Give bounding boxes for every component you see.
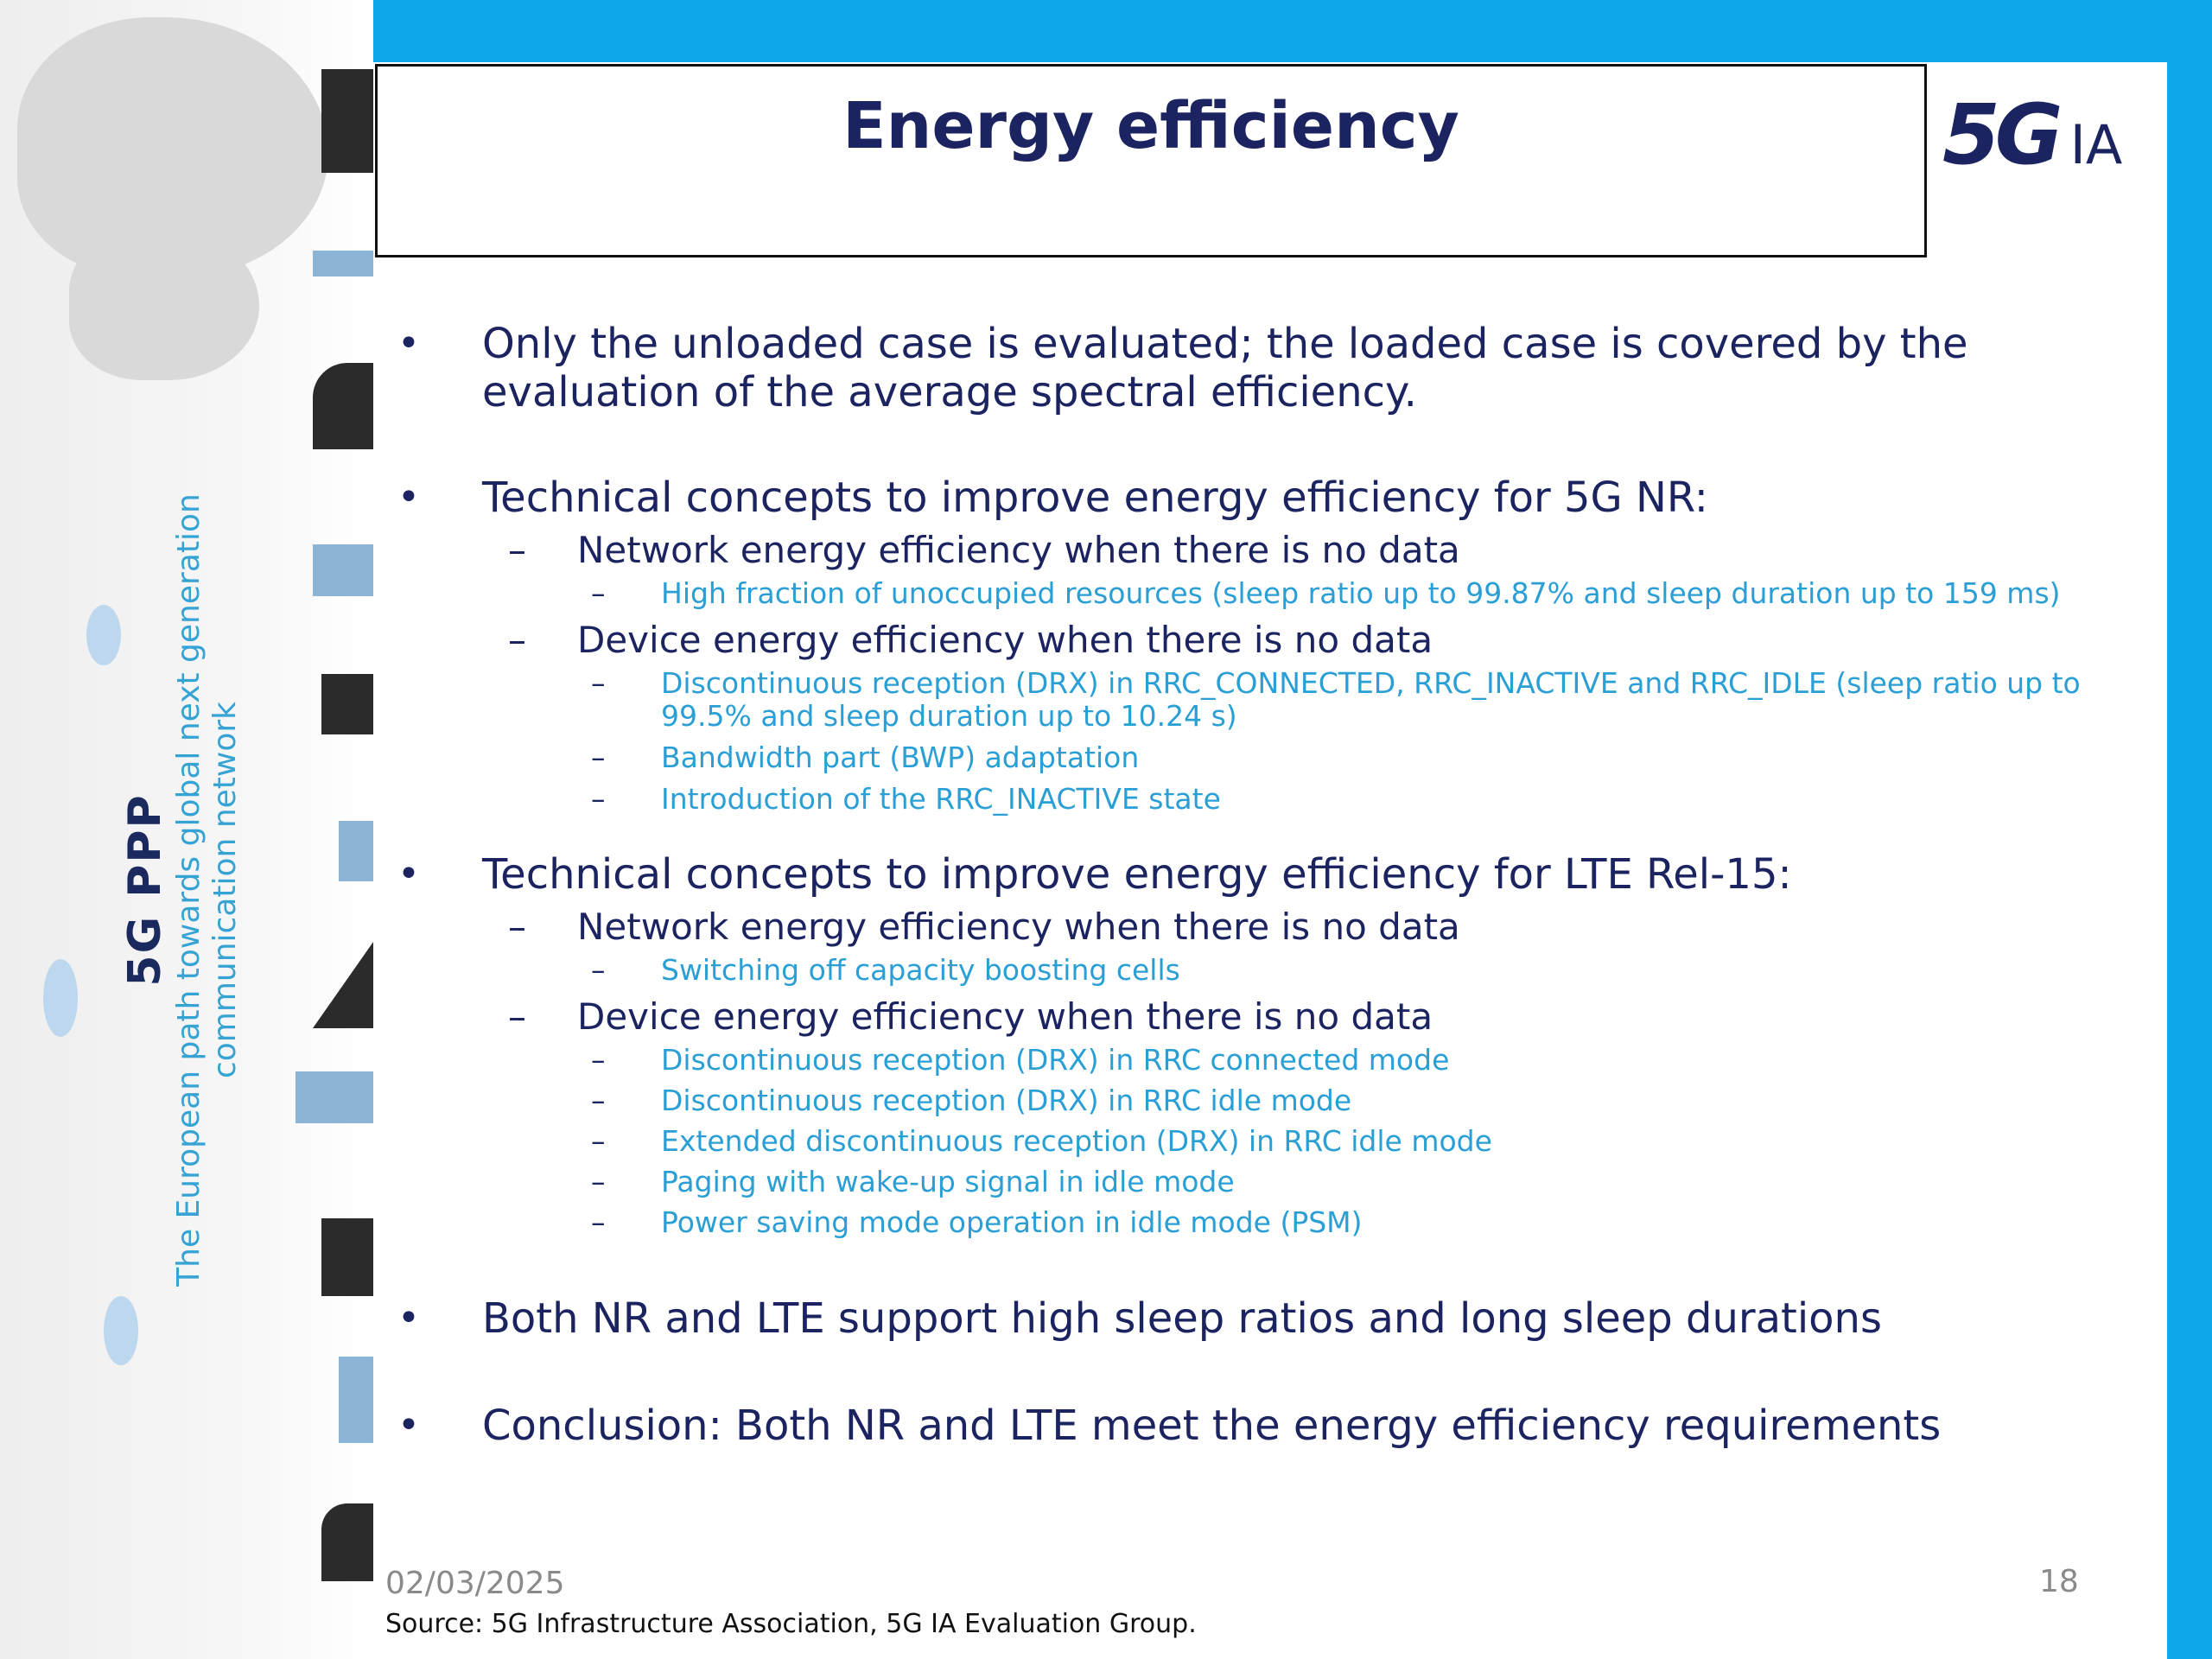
sub-sub-bullet-item <box>380 1125 2143 1158</box>
dash-marker: – <box>508 529 526 571</box>
cloud-icon <box>104 1296 138 1365</box>
dash-marker: – <box>591 782 606 816</box>
sub-sub-bullet-text: Switching off capacity boosting cells <box>661 953 1180 987</box>
side-banner <box>0 0 373 1659</box>
side-banner-text <box>119 493 244 1287</box>
footer-date: 02/03/2025 <box>385 1566 565 1601</box>
slide-title: Energy efficiency <box>842 89 1459 163</box>
bullet-item <box>380 1402 2143 1450</box>
sub-sub-bullet-text: Discontinuous reception (DRX) in RRC idle mode <box>661 1084 1352 1117</box>
bullet-text: Only the unloaded case is evaluated; the loaded case is covered by the evaluation of the average spectral efficiency. <box>482 320 1968 416</box>
dash-marker: – <box>591 1165 606 1198</box>
5gia-logo <box>1942 86 2123 183</box>
bullet-item <box>380 474 2143 522</box>
building-icon <box>313 544 373 596</box>
bullet-text: Both NR and LTE support high sleep ratios and long sleep durations <box>482 1294 1882 1343</box>
bullet-marker: • <box>397 475 420 519</box>
building-icon <box>313 251 373 276</box>
bullet-marker: • <box>397 321 420 365</box>
dash-marker: – <box>508 995 526 1038</box>
dash-marker: – <box>591 666 606 700</box>
dash-marker: – <box>591 741 606 774</box>
sub-sub-bullet-item <box>380 783 2143 816</box>
page-number: 18 <box>2039 1564 2079 1599</box>
sub-sub-bullet-item <box>380 741 2143 774</box>
right-accent-bar <box>2167 0 2212 1659</box>
slide-content <box>380 320 2143 1450</box>
banner-title: 5G PPP <box>119 793 171 987</box>
colosseum-icon <box>321 1503 373 1581</box>
sub-sub-bullet-text: Extended discontinuous reception (DRX) in RRC idle mode <box>661 1124 1492 1158</box>
dash-marker: – <box>508 906 526 948</box>
logo-ia: IA <box>2069 113 2123 176</box>
bullet-marker: • <box>397 1296 420 1340</box>
cloud-icon <box>43 959 78 1037</box>
sub-sub-bullet-text: High fraction of unoccupied resources (sleep ratio up to 99.87% and sleep duration up to 159 ms) <box>661 576 2061 610</box>
sub-bullet-item <box>380 904 2143 950</box>
bullet-item <box>380 850 2143 899</box>
sub-bullet-text: Network energy efficiency when there is no data <box>577 906 1460 948</box>
bullet-text: Technical concepts to improve energy efficiency for LTE Rel-15: <box>482 850 1792 899</box>
sub-sub-bullet-text: Paging with wake-up signal in idle mode <box>661 1165 1235 1198</box>
footer-source: Source: 5G Infrastructure Association, 5G IA Evaluation Group. <box>385 1609 1197 1639</box>
sub-sub-bullet-text: Discontinuous reception (DRX) in RRC connected mode <box>661 1043 1450 1077</box>
sub-sub-bullet-text: Introduction of the RRC_INACTIVE state <box>661 782 1221 816</box>
dash-marker: – <box>591 1084 606 1117</box>
building-icon <box>339 821 373 881</box>
sub-bullet-item <box>380 994 2143 1040</box>
banner-subtitle: communication network <box>207 701 243 1079</box>
sub-sub-bullet-item <box>380 1084 2143 1117</box>
banner-subtitle: The European path towards global next generation <box>171 493 207 1287</box>
dash-marker: – <box>591 1205 606 1239</box>
sub-sub-bullet-item <box>380 1166 2143 1198</box>
bullet-item <box>380 320 2143 416</box>
brandenburg-gate-icon <box>321 1218 373 1296</box>
dome-icon <box>313 363 373 449</box>
sub-sub-bullet-item <box>380 1044 2143 1077</box>
sub-bullet-item <box>380 527 2143 574</box>
dash-marker: – <box>591 1043 606 1077</box>
sub-sub-bullet-text: Bandwidth part (BWP) adaptation <box>661 741 1140 774</box>
landmark-icon <box>321 674 373 734</box>
logo-5g: 5G <box>1942 86 2058 183</box>
cloud-icon <box>86 605 121 665</box>
landmark-silhouettes <box>294 52 373 1607</box>
dash-marker: – <box>508 619 526 661</box>
sub-bullet-text: Device energy efficiency when there is no data <box>577 995 1433 1038</box>
sub-sub-bullet-item <box>380 954 2143 987</box>
bullet-text: Technical concepts to improve energy efficiency for 5G NR: <box>482 474 1708 522</box>
bullet-text: Conclusion: Both NR and LTE meet the energy efficiency requirements <box>482 1402 1942 1450</box>
landmark-icon <box>321 69 373 173</box>
dash-marker: – <box>591 1124 606 1158</box>
sub-sub-bullet-text: Power saving mode operation in idle mode (PSM) <box>661 1205 1363 1239</box>
dash-marker: – <box>591 953 606 987</box>
eiffel-tower-icon <box>313 942 373 1028</box>
sub-bullet-item <box>380 617 2143 664</box>
top-accent-bar <box>373 0 2167 62</box>
building-icon <box>296 1071 373 1123</box>
sub-bullet-text: Device energy efficiency when there is no data <box>577 619 1433 661</box>
dash-marker: – <box>591 576 606 610</box>
bullet-item <box>380 1294 2143 1343</box>
sub-sub-bullet-text: Discontinuous reception (DRX) in RRC_CONNECTED, RRC_INACTIVE and RRC_IDLE (sleep ratio up to 99.5% and sleep duration up to 10.24 s) <box>661 666 2081 733</box>
sub-bullet-text: Network energy efficiency when there is no data <box>577 529 1460 571</box>
title-box <box>375 64 1927 257</box>
sub-sub-bullet-item <box>380 667 2143 733</box>
sub-sub-bullet-item <box>380 577 2143 610</box>
bullet-marker: • <box>397 1403 420 1447</box>
building-icon <box>339 1357 373 1443</box>
sub-sub-bullet-item <box>380 1206 2143 1239</box>
bullet-marker: • <box>397 852 420 896</box>
